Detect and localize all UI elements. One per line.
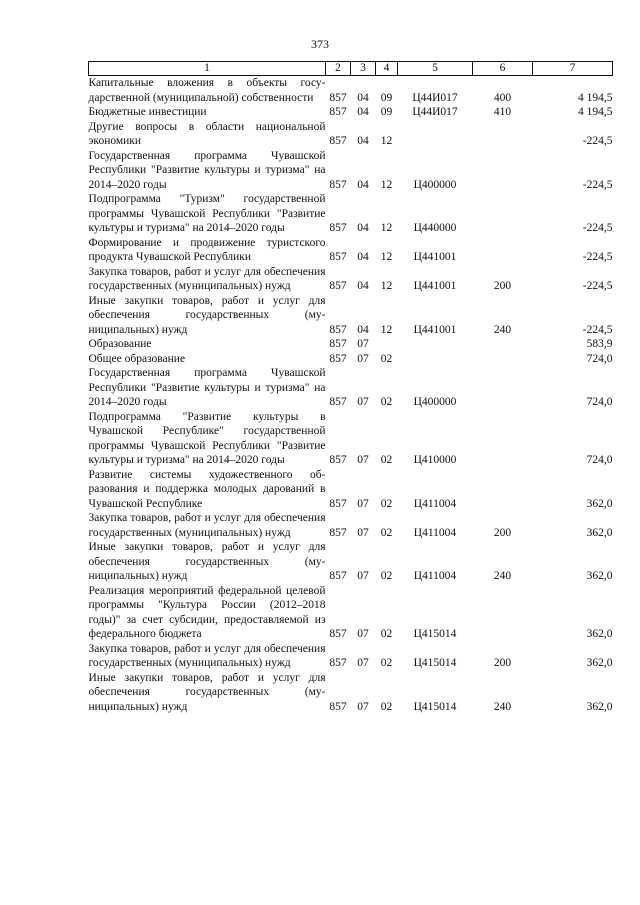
row-amount: 362,0 (586, 700, 613, 713)
row-gr-code: 857 (329, 570, 347, 582)
table-row (89, 410, 613, 468)
budget-table (88, 61, 613, 714)
row-section-code: 07 (357, 352, 369, 365)
table-row (89, 540, 613, 584)
row-subsection-code: 12 (380, 178, 393, 191)
table-row (89, 76, 613, 106)
row-amount: 362,0 (586, 570, 613, 582)
row-section-code: 04 (357, 222, 369, 234)
row-target-article: Ц400000 (413, 178, 457, 191)
row-expense-type: 240 (493, 323, 512, 336)
row-amount: 362,0 (586, 657, 613, 669)
table-row (89, 671, 613, 715)
row-subsection-code: 02 (380, 526, 393, 539)
row-gr-code: 857 (329, 91, 347, 104)
row-amount: 4 194,5 (578, 91, 613, 104)
page-number: 373 (311, 37, 329, 51)
row-name: Формирование и продвижение туристского продукта Чувашской Республики (88, 236, 326, 263)
row-amount: -224,5 (582, 323, 613, 336)
row-target-article: Ц441001 (413, 323, 457, 336)
row-expense-type (473, 192, 533, 236)
row-target-article: Ц411004 (413, 497, 457, 510)
row-gr-code: 857 (329, 628, 347, 640)
row-name: Закупка товаров, работ и услуг для обеспечения государственных (муниципальных) нужд (88, 265, 326, 292)
table-row (89, 120, 613, 149)
row-gr-code: 857 (329, 338, 347, 350)
row-name: Государственная программа Чувашской Республики "Развитие культуры и туризма" на 2014–2020 годы (88, 367, 326, 408)
row-gr-code: 857 (329, 280, 347, 292)
row-target-article: Ц415014 (413, 657, 457, 669)
row-section-code: 07 (357, 497, 369, 510)
row-expense-type (473, 366, 533, 410)
row-section-code: 04 (357, 106, 369, 118)
table-row (89, 265, 613, 294)
row-name: Иные закупки товаров, работ и услуг для обеспечения государственных (муниципальных) нужд (88, 541, 326, 582)
row-section-code: 04 (357, 91, 369, 104)
row-gr-code: 857 (329, 135, 347, 147)
row-amount: -224,5 (582, 178, 613, 191)
table-body (89, 76, 613, 715)
row-target-article: Ц441001 (413, 251, 457, 263)
row-subsection-code: 02 (380, 657, 393, 669)
row-amount: 4 194,5 (578, 106, 613, 118)
row-expense-type (473, 236, 533, 265)
table-row (89, 366, 613, 410)
row-section-code: 07 (357, 396, 369, 408)
row-gr-code: 857 (329, 323, 347, 336)
row-name: Реализация мероприятий федеральной целевой программы "Культура России (2012–2018 годы)" за счет субсидии, предоставляемой из федерального бюджета (88, 584, 326, 640)
row-section-code: 07 (357, 628, 369, 640)
row-gr-code: 857 (329, 251, 347, 263)
row-expense-type: 240 (493, 570, 512, 582)
row-expense-type (473, 468, 533, 512)
table-row (89, 511, 613, 540)
row-target-article: Ц400000 (413, 396, 457, 408)
row-gr-code: 857 (329, 178, 347, 191)
table-row (89, 337, 613, 352)
row-subsection-code: 02 (380, 352, 393, 365)
row-expense-type: 200 (493, 526, 512, 539)
row-target-article: Ц411004 (413, 526, 457, 539)
row-subsection-code: 12 (380, 135, 393, 147)
row-amount: -224,5 (582, 222, 613, 234)
row-amount: 362,0 (586, 628, 613, 640)
row-target-article: Ц415014 (413, 700, 457, 713)
row-gr-code: 857 (329, 222, 347, 234)
row-expense-type: 410 (493, 106, 512, 118)
row-expense-type: 200 (493, 657, 512, 669)
header-cell-2: 2 (326, 62, 351, 76)
row-subsection-code: 02 (380, 497, 393, 510)
row-target-article: Ц415014 (413, 628, 457, 640)
row-expense-type (473, 337, 533, 352)
row-gr-code: 857 (329, 497, 347, 510)
row-subsection-code: 12 (380, 323, 393, 336)
header-cell-7: 7 (533, 62, 613, 76)
row-expense-type (473, 410, 533, 468)
row-expense-type (473, 584, 533, 642)
row-name: Бюджетные инвестиции (88, 106, 207, 118)
row-expense-type (473, 149, 533, 193)
row-expense-type: 400 (493, 91, 512, 104)
row-name: Другие вопросы в области национальной экономики (88, 120, 326, 147)
row-subsection-code: 09 (380, 106, 393, 118)
row-gr-code: 857 (329, 454, 347, 466)
row-amount: 724,0 (586, 454, 613, 466)
row-name: Закупка товаров, работ и услуг для обеспечения государственных (муниципальных) нужд (88, 512, 326, 539)
row-section-code: 07 (357, 454, 369, 466)
row-amount: 583,9 (586, 338, 613, 350)
row-name: Образование (88, 338, 152, 350)
row-name: Общее образование (88, 352, 186, 365)
row-target-article: Ц441001 (413, 280, 457, 292)
row-amount: -224,5 (582, 280, 613, 292)
row-gr-code: 857 (329, 526, 347, 539)
row-gr-code: 857 (329, 396, 347, 408)
row-section-code: 04 (357, 251, 369, 263)
row-gr-code: 857 (329, 106, 347, 118)
row-target-article (398, 352, 473, 367)
header-cell-6: 6 (473, 62, 533, 76)
row-subsection-code: 12 (380, 222, 393, 234)
row-section-code: 07 (357, 338, 369, 350)
row-target-article: Ц410000 (413, 454, 457, 466)
row-section-code: 07 (357, 570, 369, 582)
row-expense-type: 240 (493, 700, 512, 713)
row-subsection-code: 12 (380, 251, 393, 263)
row-section-code: 04 (357, 323, 369, 336)
header-cell-1: 1 (89, 62, 326, 76)
row-name: Иные закупки товаров, работ и услуг для обеспечения государственных (муниципальных) нужд (88, 671, 326, 713)
row-amount: 362,0 (586, 526, 613, 539)
row-name: Иные закупки товаров, работ и услуг для обеспечения государственных (муниципальных) нужд (88, 294, 326, 336)
row-gr-code: 857 (329, 657, 347, 669)
row-target-article (398, 337, 473, 352)
row-name: Подпрограмма "Туризм" государственной программы Чувашской Республики "Развитие культуры и туризма" на 2014–2020 годы (88, 193, 326, 234)
row-section-code: 04 (357, 280, 369, 292)
row-subsection-code: 02 (380, 700, 393, 713)
row-subsection-code: 02 (380, 570, 393, 582)
row-expense-type: 200 (493, 280, 512, 292)
row-name: Капитальные вложения в объекты государственной (муниципальной) собственности (88, 77, 326, 104)
table-row (89, 236, 613, 265)
header-cell-4: 4 (376, 62, 398, 76)
table-row (89, 642, 613, 671)
row-target-article (398, 120, 473, 149)
header-cell-5: 5 (398, 62, 473, 76)
row-section-code: 07 (357, 700, 369, 713)
row-name: Закупка товаров, работ и услуг для обеспечения государственных (муниципальных) нужд (88, 642, 326, 669)
row-section-code: 07 (357, 657, 369, 669)
row-expense-type (473, 120, 533, 149)
row-section-code: 07 (357, 526, 369, 539)
row-target-article: Ц44И017 (412, 91, 458, 104)
row-expense-type (473, 352, 533, 367)
row-target-article: Ц411004 (413, 570, 457, 582)
table-row (89, 584, 613, 642)
table-row (89, 294, 613, 338)
row-section-code: 04 (357, 178, 369, 191)
table-row (89, 105, 613, 120)
row-amount: -224,5 (582, 135, 613, 147)
table-row (89, 352, 613, 367)
row-target-article: Ц44И017 (412, 106, 458, 118)
row-subsection-code: 09 (380, 91, 393, 104)
row-name: Государственная программа Чувашской Республики "Развитие культуры и туризма" на 2014–2020 годы (88, 149, 326, 191)
header-row (89, 62, 613, 76)
row-section-code: 04 (357, 135, 369, 147)
table-row (89, 149, 613, 193)
row-target-article: Ц440000 (413, 222, 457, 234)
row-subsection-code: 02 (380, 396, 393, 408)
row-gr-code: 857 (329, 700, 347, 713)
row-subsection-code (376, 337, 398, 352)
row-amount: 724,0 (586, 396, 613, 408)
row-amount: 362,0 (586, 497, 613, 510)
row-name: Подпрограмма "Развитие культуры в Чувашской Республике" государственной программы Чувашской Республики "Развитие культуры и туризма" на 2014–2020 годы (88, 410, 326, 466)
row-amount: 724,0 (586, 352, 613, 365)
table-row (89, 468, 613, 512)
row-gr-code: 857 (329, 352, 347, 365)
row-name: Развитие системы художественного образования и поддержка молодых дарований в Чувашской Республике (88, 468, 326, 510)
table-row (89, 192, 613, 236)
row-amount: -224,5 (582, 251, 613, 263)
row-subsection-code: 02 (380, 628, 393, 640)
row-subsection-code: 02 (380, 454, 393, 466)
header-cell-3: 3 (351, 62, 376, 76)
row-subsection-code: 12 (380, 280, 393, 292)
